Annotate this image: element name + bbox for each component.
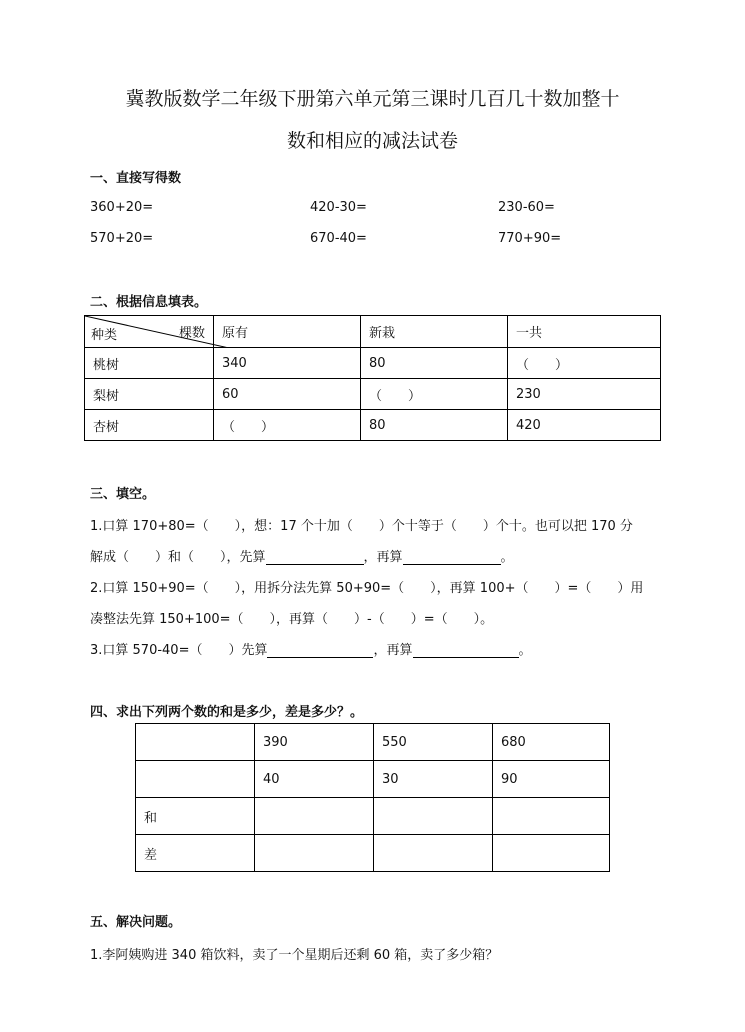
question-text: ，再算 (363, 550, 403, 565)
row-label: 和 (136, 798, 255, 835)
table-row (85, 410, 661, 441)
table-cell: 420 (508, 410, 661, 441)
table-cell (136, 724, 255, 761)
section3-heading: 三、填空。 (90, 487, 156, 502)
table-cell (136, 761, 255, 798)
answer-blank[interactable] (403, 550, 501, 565)
table-cell: 60 (214, 379, 361, 410)
answer-blank[interactable] (267, 643, 373, 658)
table-row (136, 798, 610, 835)
question-text: 。 (500, 550, 514, 565)
question-3-3 (90, 639, 532, 658)
question-text: 。 (518, 643, 532, 658)
section5-heading: 五、解决问题。 (90, 915, 182, 930)
table-cell: 230 (508, 379, 661, 410)
answer-blank-cell[interactable] (255, 798, 374, 835)
tree-table (84, 315, 661, 441)
header-cell: 新栽 (361, 316, 508, 348)
corner-left-label: 种类 (91, 328, 118, 343)
question-3-2-line2: 凑整法先算 150+100=（ ），再算（ ）-（ ）=（ ）。 (90, 612, 494, 627)
table-row (85, 348, 661, 379)
question-5-1: 1.李阿姨购进 340 箱饮料，卖了一个星期后还剩 60 箱，卖了多少箱？ (90, 948, 499, 963)
answer-blank[interactable] (266, 550, 364, 565)
table-row (136, 724, 610, 761)
row-label: 杏树 (85, 410, 214, 441)
table-cell: 30 (374, 761, 493, 798)
answer-blank-cell[interactable] (493, 835, 610, 872)
table-cell: 80 (361, 410, 508, 441)
answer-blank-cell[interactable] (255, 835, 374, 872)
row-label: 差 (136, 835, 255, 872)
header-cell: 一共 (508, 316, 661, 348)
exercise-item: 570+20= (90, 231, 154, 246)
exercise-item: 360+20= (90, 200, 154, 215)
answer-blank-cell[interactable] (374, 798, 493, 835)
page-title-line2: 数和相应的减法试卷 (286, 130, 458, 152)
row-label: 梨树 (85, 379, 214, 410)
table-row (85, 379, 661, 410)
exercise-item: 230-60= (498, 200, 555, 215)
section2-heading: 二、根据信息填表。 (90, 295, 208, 310)
question-3-1-line2 (90, 546, 514, 565)
question-text: 3.口算 570-40=（ ）先算 (90, 643, 268, 658)
corner-header-cell (85, 316, 214, 348)
section4-heading: 四、求出下列两个数的和是多少，差是多少？。 (90, 705, 364, 720)
table-cell: 40 (255, 761, 374, 798)
exercise-item: 770+90= (498, 231, 562, 246)
question-3-1-line1: 1.口算 170+80=（ ），想：17 个十加（ ）个十等于（ ）个十。也可以把 170 分 (90, 519, 633, 534)
table-cell: 550 (374, 724, 493, 761)
corner-right-label: 棵数 (178, 326, 205, 341)
answer-blank-cell[interactable]: （ ） (361, 379, 508, 410)
table-cell: 90 (493, 761, 610, 798)
exercise-item: 420-30= (310, 200, 367, 215)
table-row (136, 835, 610, 872)
question-3-2-line1: 2.口算 150+90=（ ），用拆分法先算 50+90=（ ），再算 100+（ ）=（ ）用 (90, 581, 644, 596)
row-label: 桃树 (85, 348, 214, 379)
table-cell: 80 (361, 348, 508, 379)
answer-blank-cell[interactable]: （ ） (508, 348, 661, 379)
answer-blank[interactable] (413, 643, 519, 658)
answer-blank-cell[interactable] (374, 835, 493, 872)
question-text: 解成（ ）和（ ），先算 (90, 550, 266, 565)
section1-heading: 一、直接写得数 (90, 171, 182, 186)
table-row (136, 761, 610, 798)
question-text: ，再算 (373, 643, 413, 658)
exercise-item: 670-40= (310, 231, 367, 246)
table-cell: 340 (214, 348, 361, 379)
page-title-line1: 冀教版数学二年级下册第六单元第三课时几百几十数加整十 (125, 88, 620, 110)
answer-blank-cell[interactable]: （ ） (214, 410, 361, 441)
table-cell: 390 (255, 724, 374, 761)
header-cell: 原有 (214, 316, 361, 348)
table-cell: 680 (493, 724, 610, 761)
sum-difference-table (135, 723, 610, 872)
answer-blank-cell[interactable] (493, 798, 610, 835)
